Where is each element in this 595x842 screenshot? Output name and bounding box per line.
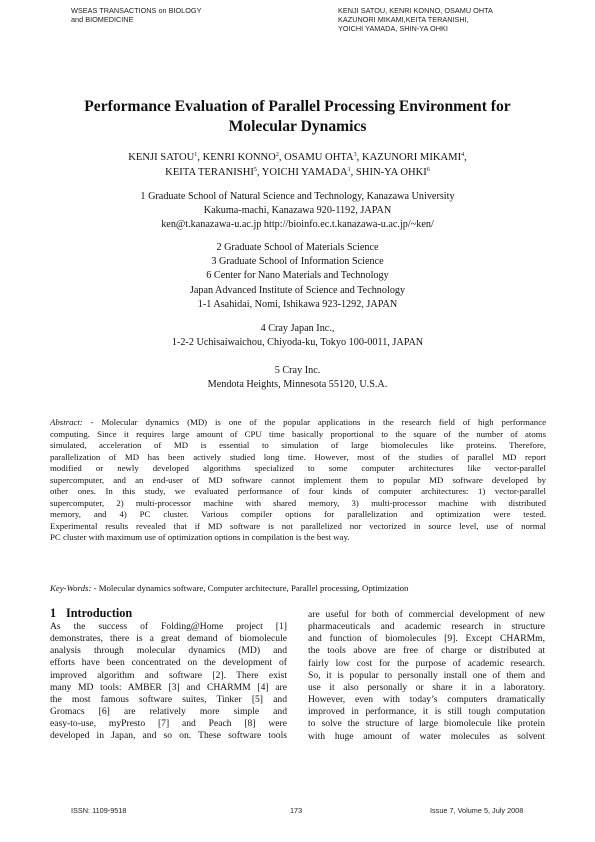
author-line [40,150,555,165]
running-header-authors [338,6,538,33]
body-line: So, it is popular to personally install one of them and [308,669,545,681]
affiliation-line: Kakuma-machi, Kanazawa 920-1192, JAPAN [203,205,392,217]
abstract [50,417,546,544]
section-heading [50,606,290,620]
paper-title [40,97,555,137]
body-line: with huge amount of water molecules as solvent [308,730,545,742]
affiliation-block-3 [40,322,555,350]
body-line: and function of biomolecules [9]. Except CHARMm, [308,633,545,645]
body-line: improved in performance, it is still tough computation [308,706,545,718]
header-journal-line: and BIOMEDICINE [71,15,134,24]
affiliation-block-1 [40,190,555,233]
body-column-right [308,609,545,743]
author-separator: , [278,152,285,163]
author-separator: , [197,152,203,163]
author-affiliation-mark: 3 [353,152,357,158]
affiliation-line: 2 Graduate School of Materials Science [216,242,379,253]
abstract-line: memory, and 4) PC cluster. Various compiler options for parallelization and optimization were tested. [50,509,546,520]
affiliation-line: 1-1 Asahidai, Nomi, Ishikawa 923-1292, JAPAN [197,298,398,310]
body-line: efforts have been concentrated on the development of [50,657,287,669]
abstract-line: other ones. In this study, we evaluated performance of four kinds of computer architectures: 1) vector-parallel [50,486,546,497]
author-affiliation-mark: 1 [347,167,351,173]
abstract-line: modified or newly developed algorithms specialized to some computer architectures like vector-parallel [50,463,546,474]
abstract-line: Experimental results revealed that if MD software is not parallelized nor vectorized in source level, use of normal [50,520,546,531]
author-name: KAZUNORI MIKAMI [361,152,462,163]
header-authors-line: KAZUNORI MIKAMI,KEITA TERANISHI, [338,15,469,24]
running-header-journal [71,6,281,24]
body-column-left [50,621,287,743]
author-affiliation-mark: 1 [194,152,198,158]
abstract-line: - Molecular dynamics (MD) is one of the popular applications in the research field of high performance [82,417,546,427]
author-separator: , [464,152,467,163]
affiliation-block-4 [40,364,555,392]
affiliation-line: 5 Cray Inc. [274,365,321,376]
abstract-line: PC cluster with maximum use of optimization options in compilation is the best way. [50,532,350,543]
author-name: YOICHI YAMADA [261,167,348,178]
abstract-line: supercomputer, 2) multi-processor machine with shared memory, 3) multi-processor machine with distributed [50,497,546,508]
affiliation-line: 1 Graduate School of Natural Science and Technology, Kanazawa University [140,191,455,202]
body-line: fairly low cost for the purpose of academic research. [308,657,545,669]
body-line: demonstrates, there is a great demand of biomolecule [50,633,287,645]
body-line: the most famous software suites, Tinker [5] and [50,693,287,705]
body-line: many MD tools: AMBER [3] and CHARMM [4] are [50,681,287,693]
affiliation-line: 3 Graduate School of Information Science [211,256,384,268]
footer-issn: ISSN: 1109-9518 [71,806,127,815]
abstract-line: computing. Since it requires large amount of CPU time basically proportional to the square of the number of atoms [50,428,546,439]
body-line: developed in Japan, and so on. These software tools [50,730,287,742]
author-affiliation-mark: 5 [253,167,257,173]
body-line: As the success of Folding@Home project [1] [50,621,287,632]
abstract-line: parallelization of MD has been actively studied long time. However, most of the studies of parallel MD report [50,451,546,462]
header-authors-line: YOICHI YAMADA, SHIN-YA OHKI [338,24,448,33]
header-journal-line: WSEAS TRANSACTIONS on BIOLOGY [71,6,202,15]
section-number: 1 [50,606,57,620]
body-line: improved algorithm and software [2]. There exist [50,669,287,681]
author-name: KENRI KONNO [202,152,276,163]
author-separator: , [256,167,262,178]
abstract-line: simulated, acceleration of MD is essential to simulation of large biomolecules like proteins. Therefore, [50,440,546,451]
body-line: to solve the structure of large biomolecule like protein [308,718,545,730]
body-line: use it also personally or share it in a laboratory. [308,681,545,693]
author-name: KEITA TERANISHI [165,167,254,178]
body-line: analysis through molecular dynamics (MD) and [50,645,287,657]
affiliation-line: 1-2-2 Uchisaiwaichou, Chiyoda-ku, Tokyo 100-0011, JAPAN [171,337,424,349]
body-line: However, even with today’s computers dramatically [308,694,545,706]
affiliation-line: 6 Center for Nano Materials and Technology [206,270,389,282]
author-separator: , [350,167,356,178]
author-line [40,165,555,180]
author-name: SHIN-YA OHKI [355,167,427,178]
keywords-label: Key-Words: [50,583,92,593]
keywords [50,583,560,594]
affiliation-line: Mendota Heights, Minnesota 55120, U.S.A. [207,379,388,391]
contact-line: ken@t.kanazawa-u.ac.jp http://bioinfo.ec.t.kanazawa-u.ac.jp/~ken/ [161,219,434,231]
abstract-line: supercomputer, and an end-user of MD software cannot implement them to popular MD software developed by [50,474,546,485]
body-line: the tools above are free of charge or distributed at [308,645,545,657]
abstract-label: Abstract: [50,417,83,427]
author-affiliation-mark: 6 [426,167,430,173]
body-line: easy-to-use, myPresto [7] and Peach [8] were [50,718,287,730]
affiliation-line: 4 Cray Japan Inc., [260,323,335,334]
title-line: Molecular Dynamics [228,118,367,135]
body-line: pharmaceuticals and academic research in structure [308,621,545,633]
keywords-text: - Molecular dynamics software, Computer architecture, Parallel processing, Optimization [91,583,409,593]
author-name: KENJI SATOU [128,152,195,163]
author-affiliation-mark: 2 [275,152,279,158]
author-name: OSAMU OHTA [284,152,354,163]
page-number: 173 [290,806,303,815]
author-affiliation-mark: 4 [461,152,465,158]
affiliation-line: Japan Advanced Institute of Science and Technology [189,284,406,296]
section-title: Introduction [66,606,133,620]
body-line: are useful for both of commercial development of new [308,609,545,620]
title-line: Performance Evaluation of Parallel Processing Environment for [84,98,511,115]
author-separator: , [356,152,362,163]
author-list [40,150,555,180]
header-authors-line: KENJI SATOU, KENRI KONNO, OSAMU OHTA [338,6,493,15]
body-line: Gromacs [6] are relatively more simple and [50,706,287,718]
footer-issue: Issue 7, Volume 5, July 2008 [430,806,524,815]
affiliation-block-2 [40,241,555,312]
